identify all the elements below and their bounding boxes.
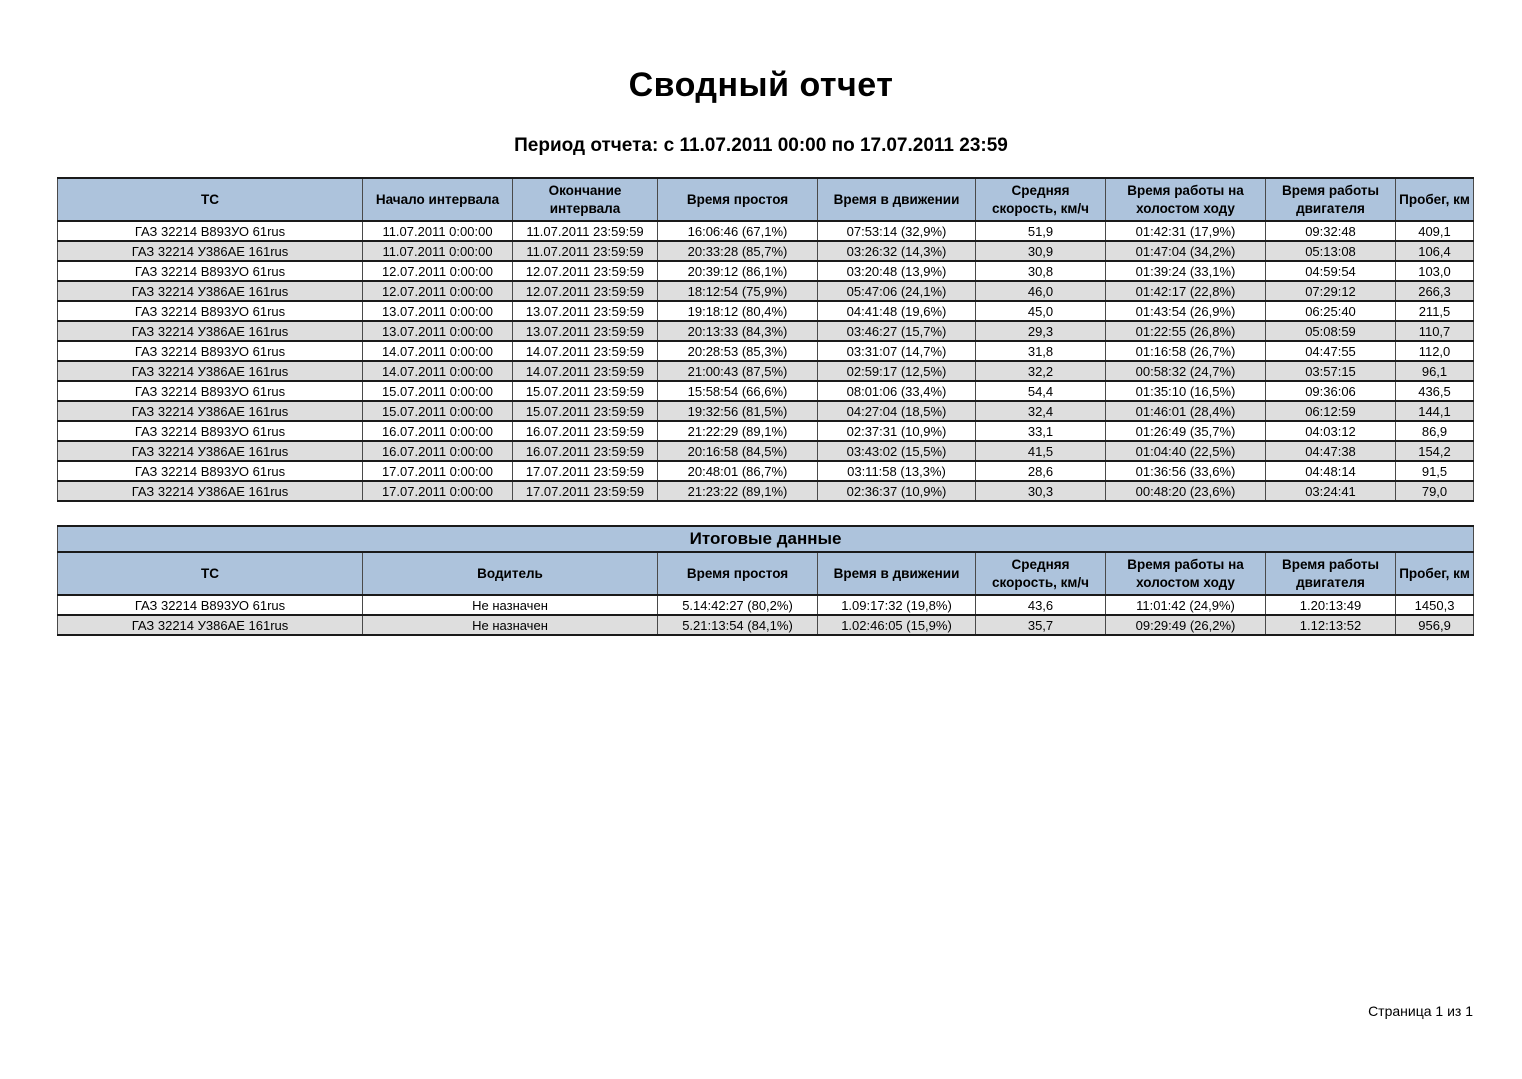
table-row — [58, 615, 1474, 635]
column-header: ТС — [58, 552, 363, 595]
cell: 11.07.2011 0:00:00 — [363, 241, 513, 261]
column-header: Средняя скорость, км/ч — [976, 552, 1106, 595]
cell: 19:32:56 (81,5%) — [658, 401, 818, 421]
cell: ГАЗ 32214 В893УО 61rus — [58, 461, 363, 481]
column-header: Средняя скорость, км/ч — [976, 178, 1106, 221]
cell: 31,8 — [976, 341, 1106, 361]
summary-table-header-row — [58, 552, 1474, 595]
cell: 30,9 — [976, 241, 1106, 261]
column-header: Водитель — [363, 552, 658, 595]
cell: 05:08:59 — [1266, 321, 1396, 341]
summary-table — [57, 525, 1474, 636]
cell: 04:47:55 — [1266, 341, 1396, 361]
cell: ГАЗ 32214 У386АЕ 161rus — [58, 615, 363, 635]
column-header: Время работы на холостом ходу — [1106, 552, 1266, 595]
cell: ГАЗ 32214 У386АЕ 161rus — [58, 481, 363, 501]
summary-table-title: Итоговые данные — [58, 526, 1474, 552]
cell: 06:12:59 — [1266, 401, 1396, 421]
cell: 35,7 — [976, 615, 1106, 635]
cell: 01:43:54 (26,9%) — [1106, 301, 1266, 321]
cell: 03:31:07 (14,7%) — [818, 341, 976, 361]
cell: 13.07.2011 0:00:00 — [363, 321, 513, 341]
cell: 54,4 — [976, 381, 1106, 401]
table-row — [58, 421, 1474, 441]
cell: 96,1 — [1396, 361, 1474, 381]
cell: 04:47:38 — [1266, 441, 1396, 461]
tables-area — [57, 177, 1473, 636]
cell: 02:36:37 (10,9%) — [818, 481, 976, 501]
cell: Не назначен — [363, 615, 658, 635]
summary-title-row — [58, 526, 1474, 552]
column-header: Время простоя — [658, 552, 818, 595]
cell: 13.07.2011 23:59:59 — [513, 321, 658, 341]
column-header: Время в движении — [818, 552, 976, 595]
cell: 16.07.2011 0:00:00 — [363, 421, 513, 441]
table-row — [58, 461, 1474, 481]
cell: 12.07.2011 23:59:59 — [513, 261, 658, 281]
cell: ГАЗ 32214 В893УО 61rus — [58, 421, 363, 441]
cell: ГАЗ 32214 В893УО 61rus — [58, 301, 363, 321]
cell: ГАЗ 32214 У386АЕ 161rus — [58, 281, 363, 301]
cell: ГАЗ 32214 У386АЕ 161rus — [58, 401, 363, 421]
cell: 11.07.2011 23:59:59 — [513, 221, 658, 241]
cell: 12.07.2011 23:59:59 — [513, 281, 658, 301]
cell: 43,6 — [976, 595, 1106, 615]
cell: 04:59:54 — [1266, 261, 1396, 281]
cell: 01:16:58 (26,7%) — [1106, 341, 1266, 361]
cell: 03:57:15 — [1266, 361, 1396, 381]
table-row — [58, 381, 1474, 401]
cell: 16.07.2011 23:59:59 — [513, 441, 658, 461]
cell: 32,2 — [976, 361, 1106, 381]
cell: Не назначен — [363, 595, 658, 615]
column-header: Время работы двигателя — [1266, 552, 1396, 595]
cell: 15.07.2011 0:00:00 — [363, 401, 513, 421]
cell: ГАЗ 32214 У386АЕ 161rus — [58, 241, 363, 261]
cell: ГАЗ 32214 В893УО 61rus — [58, 221, 363, 241]
cell: 20:16:58 (84,5%) — [658, 441, 818, 461]
cell: 03:26:32 (14,3%) — [818, 241, 976, 261]
cell: 20:13:33 (84,3%) — [658, 321, 818, 341]
cell: 16.07.2011 0:00:00 — [363, 441, 513, 461]
report-period: Период отчета: с 11.07.2011 00:00 по 17.07.2011 23:59 — [514, 135, 1008, 156]
cell: 41,5 — [976, 441, 1106, 461]
cell: 01:47:04 (34,2%) — [1106, 241, 1266, 261]
column-header: Время работы двигателя — [1266, 178, 1396, 221]
cell: 06:25:40 — [1266, 301, 1396, 321]
cell: 17.07.2011 23:59:59 — [513, 461, 658, 481]
cell: 21:23:22 (89,1%) — [658, 481, 818, 501]
cell: 05:47:06 (24,1%) — [818, 281, 976, 301]
cell: 01:39:24 (33,1%) — [1106, 261, 1266, 281]
daily-table-header-row — [58, 178, 1474, 221]
cell: 05:13:08 — [1266, 241, 1396, 261]
summary-table-body — [58, 595, 1474, 635]
cell: 103,0 — [1396, 261, 1474, 281]
column-header: Окончание интервала — [513, 178, 658, 221]
cell: 1450,3 — [1396, 595, 1474, 615]
cell: 01:46:01 (28,4%) — [1106, 401, 1266, 421]
column-header: Время в движении — [818, 178, 976, 221]
column-header: Начало интервала — [363, 178, 513, 221]
cell: 09:29:49 (26,2%) — [1106, 615, 1266, 635]
cell: 12.07.2011 0:00:00 — [363, 261, 513, 281]
cell: ГАЗ 32214 У386АЕ 161rus — [58, 441, 363, 461]
cell: 266,3 — [1396, 281, 1474, 301]
cell: 15.07.2011 23:59:59 — [513, 401, 658, 421]
cell: 16:06:46 (67,1%) — [658, 221, 818, 241]
cell: ГАЗ 32214 В893УО 61rus — [58, 261, 363, 281]
cell: 409,1 — [1396, 221, 1474, 241]
cell: 1.02:46:05 (15,9%) — [818, 615, 976, 635]
table-row — [58, 241, 1474, 261]
table-row — [58, 401, 1474, 421]
cell: 02:37:31 (10,9%) — [818, 421, 976, 441]
cell: 17.07.2011 23:59:59 — [513, 481, 658, 501]
cell: 21:00:43 (87,5%) — [658, 361, 818, 381]
cell: 01:35:10 (16,5%) — [1106, 381, 1266, 401]
table-row — [58, 321, 1474, 341]
table-row — [58, 281, 1474, 301]
cell: 15:58:54 (66,6%) — [658, 381, 818, 401]
cell: 46,0 — [976, 281, 1106, 301]
cell: 03:43:02 (15,5%) — [818, 441, 976, 461]
cell: 211,5 — [1396, 301, 1474, 321]
cell: 79,0 — [1396, 481, 1474, 501]
cell: 33,1 — [976, 421, 1106, 441]
cell: 11.07.2011 23:59:59 — [513, 241, 658, 261]
cell: 01:42:17 (22,8%) — [1106, 281, 1266, 301]
cell: 154,2 — [1396, 441, 1474, 461]
cell: 15.07.2011 0:00:00 — [363, 381, 513, 401]
cell: 14.07.2011 23:59:59 — [513, 341, 658, 361]
cell: 03:46:27 (15,7%) — [818, 321, 976, 341]
cell: 16.07.2011 23:59:59 — [513, 421, 658, 441]
page-title: Сводный отчет — [628, 66, 894, 104]
cell: 30,8 — [976, 261, 1106, 281]
cell: 17.07.2011 0:00:00 — [363, 461, 513, 481]
cell: 45,0 — [976, 301, 1106, 321]
cell: ГАЗ 32214 У386АЕ 161rus — [58, 321, 363, 341]
cell: 5.21:13:54 (84,1%) — [658, 615, 818, 635]
cell: 08:01:06 (33,4%) — [818, 381, 976, 401]
column-header: Пробег, км — [1396, 178, 1474, 221]
cell: 21:22:29 (89,1%) — [658, 421, 818, 441]
column-header: ТС — [58, 178, 363, 221]
cell: 03:24:41 — [1266, 481, 1396, 501]
column-header: Время работы на холостом ходу — [1106, 178, 1266, 221]
table-row — [58, 341, 1474, 361]
cell: 04:48:14 — [1266, 461, 1396, 481]
daily-report-table — [57, 177, 1474, 502]
cell: 07:29:12 — [1266, 281, 1396, 301]
cell: 30,3 — [976, 481, 1106, 501]
cell: 14.07.2011 0:00:00 — [363, 341, 513, 361]
column-header: Время простоя — [658, 178, 818, 221]
cell: 00:58:32 (24,7%) — [1106, 361, 1266, 381]
cell: 01:42:31 (17,9%) — [1106, 221, 1266, 241]
cell: 04:27:04 (18,5%) — [818, 401, 976, 421]
cell: 1.12:13:52 — [1266, 615, 1396, 635]
cell: 144,1 — [1396, 401, 1474, 421]
cell: 01:22:55 (26,8%) — [1106, 321, 1266, 341]
cell: 110,7 — [1396, 321, 1474, 341]
cell: 12.07.2011 0:00:00 — [363, 281, 513, 301]
cell: ГАЗ 32214 У386АЕ 161rus — [58, 361, 363, 381]
cell: 86,9 — [1396, 421, 1474, 441]
cell: 20:28:53 (85,3%) — [658, 341, 818, 361]
cell: ГАЗ 32214 В893УО 61rus — [58, 381, 363, 401]
table-row — [58, 361, 1474, 381]
cell: 04:03:12 — [1266, 421, 1396, 441]
cell: 09:32:48 — [1266, 221, 1396, 241]
cell: 20:39:12 (86,1%) — [658, 261, 818, 281]
cell: 14.07.2011 23:59:59 — [513, 361, 658, 381]
cell: 13.07.2011 23:59:59 — [513, 301, 658, 321]
table-row — [58, 221, 1474, 241]
cell: 1.09:17:32 (19,8%) — [818, 595, 976, 615]
cell: 32,4 — [976, 401, 1106, 421]
cell: 18:12:54 (75,9%) — [658, 281, 818, 301]
cell: 20:33:28 (85,7%) — [658, 241, 818, 261]
cell: 00:48:20 (23,6%) — [1106, 481, 1266, 501]
daily-table-body — [58, 221, 1474, 501]
table-row — [58, 595, 1474, 615]
cell: 03:11:58 (13,3%) — [818, 461, 976, 481]
cell: 11:01:42 (24,9%) — [1106, 595, 1266, 615]
cell: 07:53:14 (32,9%) — [818, 221, 976, 241]
cell: 15.07.2011 23:59:59 — [513, 381, 658, 401]
cell: 436,5 — [1396, 381, 1474, 401]
cell: 5.14:42:27 (80,2%) — [658, 595, 818, 615]
cell: ГАЗ 32214 В893УО 61rus — [58, 595, 363, 615]
table-row — [58, 301, 1474, 321]
cell: 51,9 — [976, 221, 1106, 241]
page-number: Страница 1 из 1 — [1368, 1003, 1473, 1019]
cell: 01:26:49 (35,7%) — [1106, 421, 1266, 441]
column-header: Пробег, км — [1396, 552, 1474, 595]
cell: 19:18:12 (80,4%) — [658, 301, 818, 321]
table-row — [58, 481, 1474, 501]
table-row — [58, 441, 1474, 461]
table-row — [58, 261, 1474, 281]
cell: 02:59:17 (12,5%) — [818, 361, 976, 381]
cell: 13.07.2011 0:00:00 — [363, 301, 513, 321]
cell: 01:04:40 (22,5%) — [1106, 441, 1266, 461]
cell: 29,3 — [976, 321, 1106, 341]
cell: 04:41:48 (19,6%) — [818, 301, 976, 321]
cell: 14.07.2011 0:00:00 — [363, 361, 513, 381]
cell: 28,6 — [976, 461, 1106, 481]
cell: 106,4 — [1396, 241, 1474, 261]
cell: 11.07.2011 0:00:00 — [363, 221, 513, 241]
cell: 09:36:06 — [1266, 381, 1396, 401]
cell: 03:20:48 (13,9%) — [818, 261, 976, 281]
cell: 17.07.2011 0:00:00 — [363, 481, 513, 501]
cell: 1.20:13:49 — [1266, 595, 1396, 615]
cell: 112,0 — [1396, 341, 1474, 361]
cell: ГАЗ 32214 В893УО 61rus — [58, 341, 363, 361]
cell: 956,9 — [1396, 615, 1474, 635]
cell: 20:48:01 (86,7%) — [658, 461, 818, 481]
cell: 01:36:56 (33,6%) — [1106, 461, 1266, 481]
cell: 91,5 — [1396, 461, 1474, 481]
